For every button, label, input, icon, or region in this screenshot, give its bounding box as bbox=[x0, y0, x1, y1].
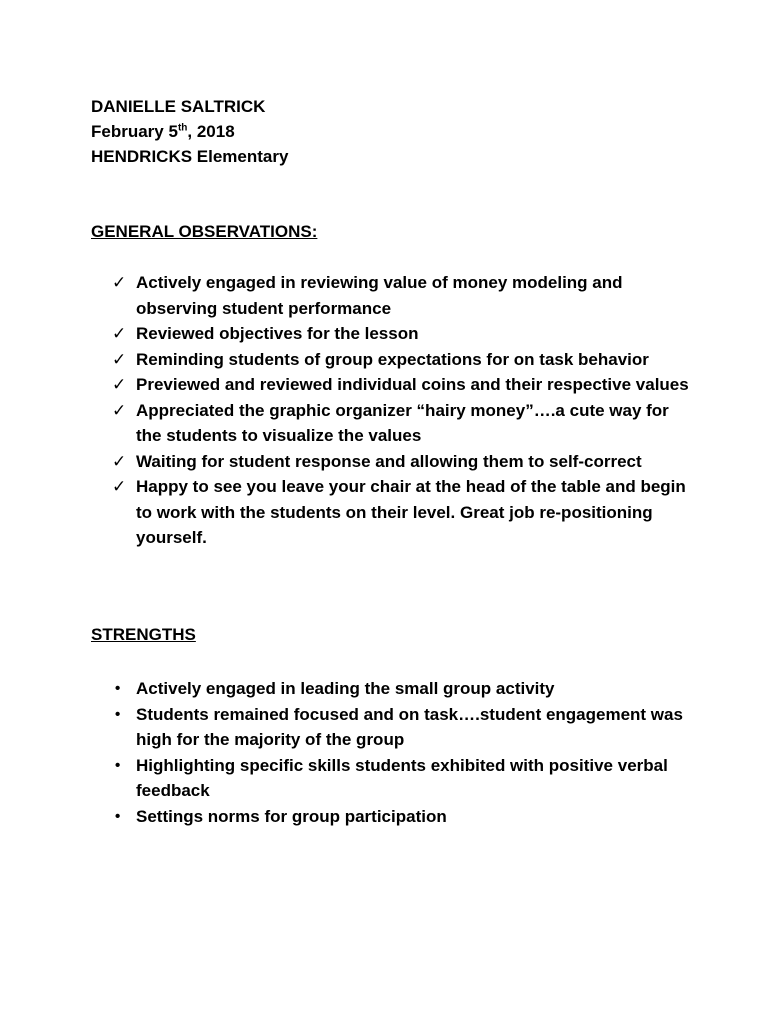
list-item bbox=[112, 372, 692, 398]
list-item-text: Reviewed objectives for the lesson bbox=[136, 324, 419, 343]
list-item bbox=[112, 804, 692, 830]
list-item-text: Students remained focused and on task….student engagement was high for the majority of the group bbox=[136, 704, 683, 749]
list-item-text: Reminding students of group expectations for on task behavior bbox=[136, 349, 649, 369]
list-item-text: Waiting for student response and allowing them to self-correct bbox=[136, 451, 642, 471]
strengths-list bbox=[112, 676, 692, 829]
list-item bbox=[112, 398, 692, 449]
list-item bbox=[112, 702, 692, 753]
list-item-text: Previewed and reviewed individual coins and their respective values bbox=[136, 375, 689, 394]
teacher-name: DANIELLE SALTRICK bbox=[91, 97, 266, 116]
checkmark-icon: ✓ bbox=[112, 273, 127, 292]
checkmark-icon: ✓ bbox=[112, 451, 127, 471]
school-name: HENDRICKS Elementary bbox=[91, 147, 289, 166]
list-item bbox=[112, 676, 692, 702]
list-item bbox=[112, 347, 692, 373]
document-header bbox=[91, 94, 288, 169]
list-item-text: Happy to see you leave your chair at the head of the table and begin to work with the students on their level. Great job re-positioning yourself. bbox=[136, 477, 686, 547]
checkmark-icon: ✓ bbox=[112, 375, 127, 394]
list-item bbox=[112, 270, 692, 321]
checkmark-icon: ✓ bbox=[112, 400, 127, 420]
list-item bbox=[112, 321, 692, 347]
bullet-icon: • bbox=[115, 680, 121, 697]
bullet-icon: • bbox=[115, 807, 121, 825]
list-item-text: Appreciated the graphic organizer “hairy money”….a cute way for the students to visualize the values bbox=[136, 400, 669, 445]
list-item bbox=[112, 474, 692, 551]
list-item-text: Highlighting specific skills students exhibited with positive verbal feedback bbox=[136, 755, 668, 800]
list-item-text: Actively engaged in reviewing value of money modeling and observing student performance bbox=[136, 273, 623, 318]
strengths-heading: STRENGTHS bbox=[91, 625, 196, 644]
date-month-day: February 5 bbox=[91, 122, 178, 141]
list-item bbox=[112, 449, 692, 475]
bullet-icon: • bbox=[115, 705, 121, 723]
list-item bbox=[112, 753, 692, 804]
checkmark-icon: ✓ bbox=[112, 324, 127, 343]
list-item-text: Settings norms for group participation bbox=[136, 806, 447, 826]
checkmark-icon: ✓ bbox=[112, 349, 127, 369]
observation-date bbox=[91, 119, 288, 144]
bullet-icon: • bbox=[115, 756, 121, 774]
general-observations-list bbox=[112, 270, 692, 551]
date-suffix: th bbox=[177, 122, 188, 134]
list-item-text: Actively engaged in leading the small group activity bbox=[136, 679, 555, 698]
date-year: , 2018 bbox=[187, 122, 235, 141]
checkmark-icon: ✓ bbox=[112, 477, 127, 496]
general-observations-heading: GENERAL OBSERVATIONS: bbox=[91, 222, 318, 241]
